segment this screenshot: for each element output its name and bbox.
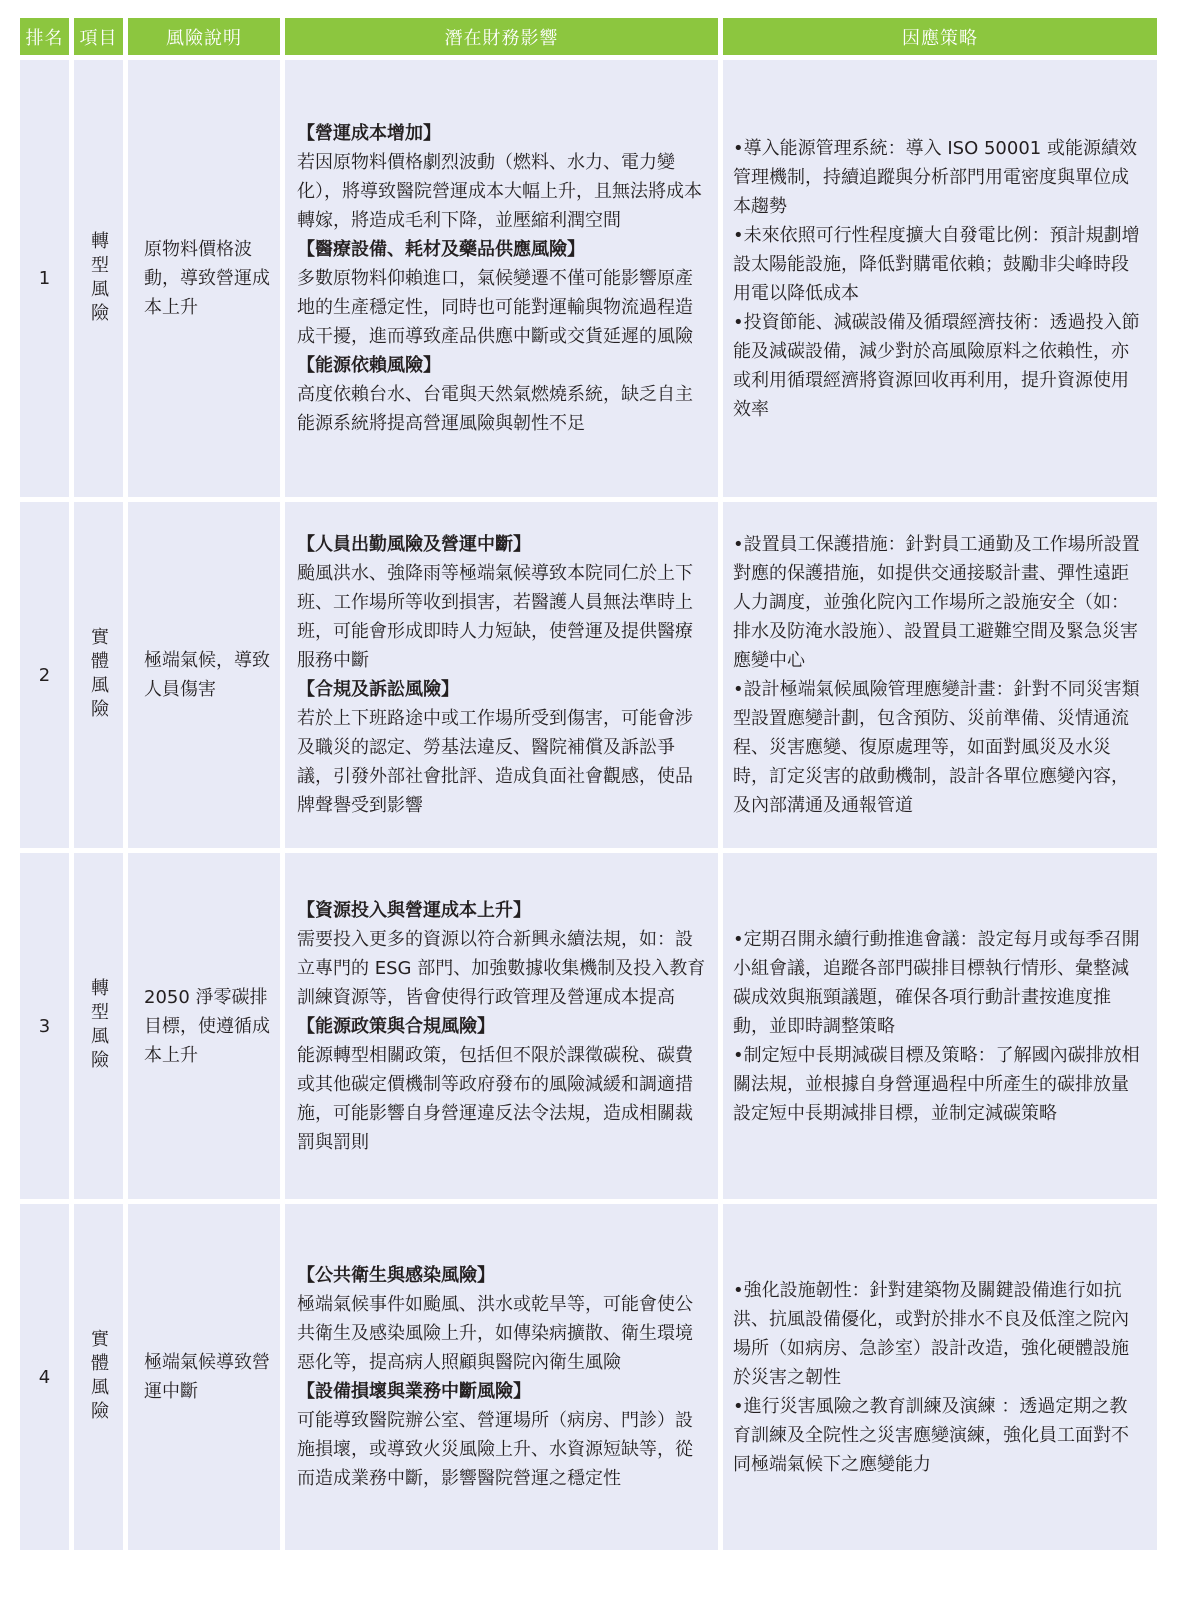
- row-3-item: [74, 853, 123, 1199]
- risk-table: [20, 18, 1157, 1550]
- row-2-impact-1-body: 颱風洪水、強降雨等極端氣候導致本院同仁於上下班、工作場所等收到損害，若醫護人員無法準時上班，可能會形成即時人力短缺，使營運及提供醫療服務中斷: [297, 563, 693, 671]
- row-3-strategy-1: •定期召開永續行動推進會議：設定每月或每季召開小組會議，追蹤各部門碳排目標執行情形、彙整減碳成效與瓶頸議題，確保各項行動計畫按進度推動，並即時調整策略: [733, 928, 1140, 1037]
- row-4-strategy-2: •進行災害風險之教育訓練及演練 ：透過定期之教育訓練及全院性之災害應變演練，強化員工面對不同極端氣候下之應變能力: [733, 1395, 1129, 1475]
- row-3-description: [128, 853, 280, 1199]
- row-1-item: [74, 60, 123, 497]
- row-4-description-text: 極端氣候導致營運中斷: [144, 1352, 270, 1402]
- row-2-impact-2-body: 若於上下班路途中或工作場所受到傷害，可能會涉及職災的認定、勞基法違反、醫院補償及訴訟爭議，引發外部社會批評、造成負面社會觀感，使品牌聲譽受到影響: [297, 708, 693, 816]
- row-3-strategy: [723, 853, 1157, 1199]
- row-4-rank: 4: [20, 1204, 69, 1550]
- row-4-item: [74, 1204, 123, 1550]
- row-3-impact-2-body: 能源轉型相關政策，包括但不限於課徵碳稅、碳費或其他碳定價機制等政府發布的風險減緩和調適措施，可能影響自身營運違反法令法規，造成相關裁罰與罰則: [297, 1044, 693, 1153]
- row-1-strategy-1: •導入能源管理系統：導入 ISO 50001 或能源績效管理機制，持續追蹤與分析部門用電密度與單位成本趨勢: [733, 137, 1137, 217]
- row-1-description: [128, 60, 280, 497]
- row-4-impact-2-title: 【設備損壞與業務中斷風險】: [297, 1381, 531, 1402]
- row-1-impact-3-body: 高度依賴台水、台電與天然氣燃燒系統，缺乏自主能源系統將提高營運風險與韌性不足: [297, 384, 693, 434]
- row-2-description: [128, 502, 280, 848]
- row-3-impact-2-title: 【能源政策與合規風險】: [297, 1015, 495, 1037]
- row-1-impact: [285, 60, 718, 497]
- row-1-item-text: 轉型風險: [88, 230, 109, 327]
- row-3-item-text: 轉型風險: [88, 978, 109, 1074]
- row-3-strategy-2: •制定短中長期減碳目標及策略：了解國內碳排放相關法規，並根據自身營運過程中所產生的碳排放量設定短中長期減排目標，並制定減碳策略: [733, 1044, 1140, 1124]
- row-2-impact-1-title: 【人員出勤風險及營運中斷】: [297, 534, 531, 555]
- row-2-impact: [285, 502, 718, 848]
- row-3-impact-1-title: 【資源投入與營運成本上升】: [297, 899, 531, 921]
- row-4-impact-1-body: 極端氣候事件如颱風、洪水或乾旱等，可能會使公共衛生及感染風險上升，如傳染病擴散、衛生環境惡化等，提高病人照顧與醫院內衛生風險: [297, 1294, 693, 1373]
- row-2-item: [74, 502, 123, 848]
- row-1-impact-1-body: 若因原物料價格劇烈波動（燃料、水力、電力變化），將導致醫院營運成本大幅上升，且無法將成本轉嫁，將造成毛利下降，並壓縮利潤空間: [297, 152, 702, 231]
- row-2-description-text: 極端氣候，導致人員傷害: [144, 650, 270, 700]
- row-1-strategy-3: •投資節能、減碳設備及循環經濟技術：透過投入節能及減碳設備，減少對於高風險原料之依賴性，亦或利用循環經濟將資源回收再利用，提升資源使用效率: [733, 311, 1140, 420]
- row-1-strategy: [723, 60, 1157, 497]
- row-1-rank: 1: [20, 60, 69, 497]
- header-item: 項目: [74, 18, 123, 55]
- row-4-impact-1-title: 【公共衛生與感染風險】: [297, 1265, 495, 1286]
- header-financial-impact: 潛在財務影響: [285, 18, 718, 55]
- row-1-impact-1-title: 【營運成本增加】: [297, 123, 441, 144]
- row-3-description-text: 2050 淨零碳排目標，使遵循成本上升: [144, 986, 270, 1066]
- row-1-impact-2-body: 多數原物料仰賴進口，氣候變遷不僅可能影響原產地的生產穩定性，同時也可能對運輸與物流過程造成干擾，進而導致產品供應中斷或交貨延遲的風險: [297, 268, 693, 347]
- row-4-impact-2-body: 可能導致醫院辦公室、營運場所（病房、門診）設施損壞，或導致火災風險上升、水資源短缺等，從而造成業務中斷，影響醫院營運之穩定性: [297, 1410, 693, 1489]
- header-strategy: 因應策略: [723, 18, 1157, 55]
- row-2-strategy-2: •設計極端氣候風險管理應變計畫：針對不同災害類型設置應變計劃，包含預防、災前準備、災情通流程、災害應變、復原處理等，如面對風災及水災時，訂定災害的啟動機制，設計各單位應變內容，及內部溝通及通報管道: [733, 679, 1140, 816]
- row-2-strategy: [723, 502, 1157, 848]
- row-4-item-text: 實體風險: [88, 1329, 109, 1425]
- row-1-strategy-2: •未來依照可行性程度擴大自發電比例：預計規劃增設太陽能設施，降低對購電依賴；鼓勵非尖峰時段用電以降低成本: [733, 224, 1140, 304]
- row-1-description-text: 原物料價格波動，導致營運成本上升: [144, 239, 270, 318]
- row-3-impact-1-body: 需要投入更多的資源以符合新興永續法規，如：設立專門的 ESG 部門、加強數據收集機制及投入教育訓練資源等，皆會使得行政管理及營運成本提高: [297, 928, 706, 1008]
- row-4-strategy-1: •強化設施韌性：針對建築物及關鍵設備進行如抗洪、抗風設備優化，或對於排水不良及低漥之院內場所（如病房、急診室）設計改造，強化硬體設施於災害之韌性: [733, 1279, 1129, 1388]
- row-1-impact-2-title: 【醫療設備、耗材及藥品供應風險】: [297, 239, 585, 260]
- row-2-rank: 2: [20, 502, 69, 848]
- row-3-impact: [285, 853, 718, 1199]
- row-2-impact-2-title: 【合規及訴訟風險】: [297, 679, 459, 700]
- row-4-impact: [285, 1204, 718, 1550]
- header-risk-description: 風險說明: [128, 18, 280, 55]
- header-rank: 排名: [20, 18, 69, 55]
- row-2-strategy-1: •設置員工保護措施：針對員工通勤及工作場所設置對應的保護措施，如提供交通接駁計畫、彈性遠距人力調度，並強化院內工作場所之設施安全（如：排水及防淹水設施）、設置員工避難空間及緊急災害應變中心: [733, 534, 1140, 671]
- row-3-rank: 3: [20, 853, 69, 1199]
- row-2-item-text: 實體風險: [88, 627, 109, 723]
- row-1-impact-3-title: 【能源依賴風險】: [297, 355, 441, 376]
- row-4-strategy: [723, 1204, 1157, 1550]
- row-4-description: [128, 1204, 280, 1550]
